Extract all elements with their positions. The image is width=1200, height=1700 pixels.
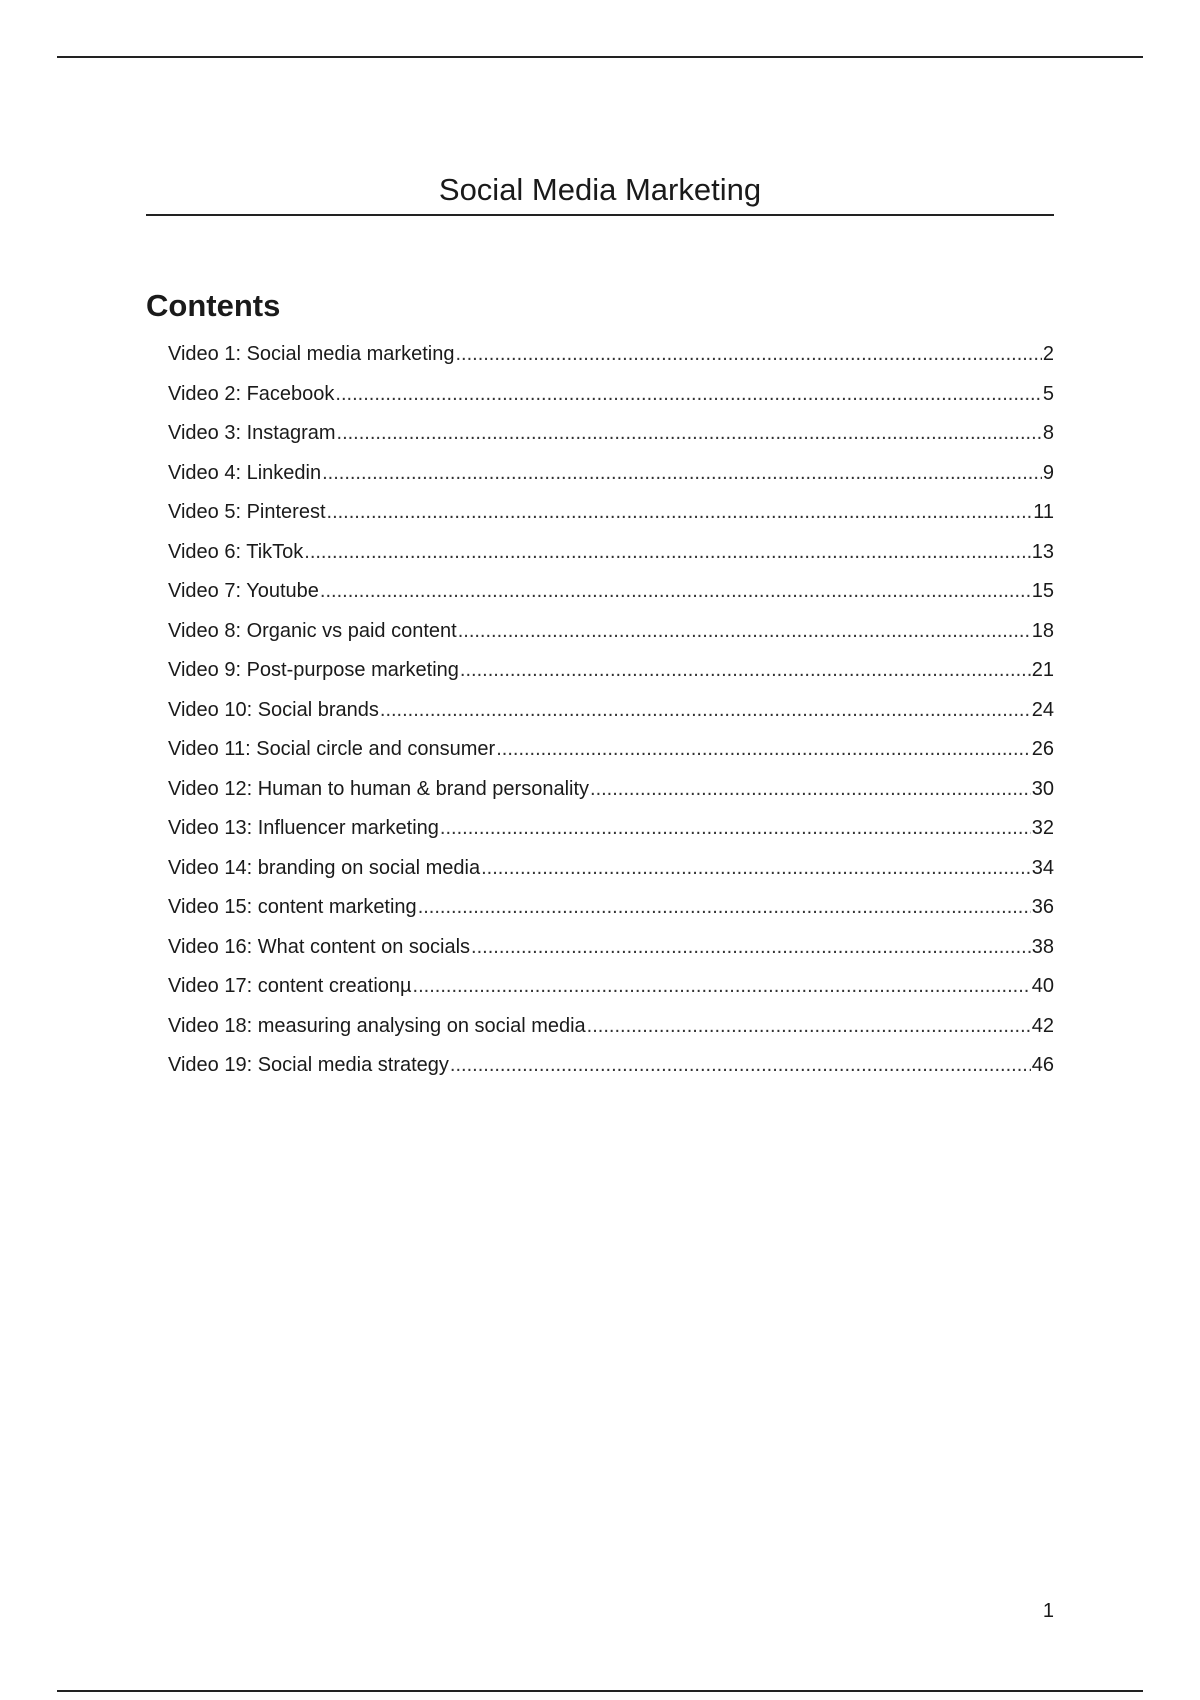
toc-dot-leader [458,612,1031,652]
toc-entry-label: Video 15: content marketing [168,896,417,918]
toc-entry-page: 36 [1031,896,1054,918]
toc-entry-page: 8 [1042,422,1054,444]
toc-entry-page: 32 [1031,817,1054,839]
toc-entry-label: Video 17: content creationµ [168,975,412,997]
toc-dot-leader [496,730,1031,770]
toc-entry-video-14[interactable] [168,849,1054,889]
toc-entry-page: 13 [1031,540,1054,563]
toc-dot-leader [590,770,1031,810]
toc-entry-video-11[interactable] [168,730,1054,770]
toc-entry-video-9[interactable] [168,651,1054,691]
toc-entry-label: Video 1: Social media marketing [168,343,455,365]
toc-dot-leader [455,335,1041,375]
toc-dot-leader [322,454,1042,494]
toc-entry-label: Video 16: What content on socials [168,935,471,958]
toc-entry-label: Video 10: Social brands [168,698,379,721]
toc-entry-page: 38 [1031,935,1054,958]
toc-entry-label: Video 6: TikTok [168,540,304,563]
table-of-contents [168,335,1054,1086]
toc-entry-label: Video 3: Instagram [168,422,336,444]
toc-entry-label: Video 9: Post-purpose marketing [168,659,459,681]
toc-entry-video-17[interactable] [168,967,1054,1007]
toc-entry-label: Video 19: Social media strategy [168,1054,449,1076]
toc-entry-video-4[interactable] [168,454,1054,494]
toc-entry-label: Video 2: Facebook [168,382,335,405]
page-top-rule [57,56,1143,58]
toc-entry-page: 46 [1031,1054,1054,1076]
toc-entry-page: 21 [1031,659,1054,681]
contents-heading: Contents [146,288,281,323]
toc-dot-leader [460,651,1031,691]
toc-entry-page: 42 [1031,1014,1054,1037]
toc-entry-video-15[interactable] [168,888,1054,928]
toc-entry-page: 11 [1033,501,1054,523]
toc-entry-label: Video 18: measuring analysing on social media [168,1014,586,1037]
toc-entry-label: Video 11: Social circle and consumer [168,738,496,760]
toc-entry-video-19[interactable] [168,1046,1054,1086]
toc-entry-page: 2 [1042,343,1054,365]
toc-dot-leader [587,1007,1031,1047]
toc-entry-page: 34 [1031,856,1054,879]
toc-dot-leader [337,414,1042,454]
toc-entry-video-6[interactable] [168,533,1054,573]
toc-entry-video-7[interactable] [168,572,1054,612]
toc-entry-page: 15 [1031,580,1054,602]
toc-entry-page: 40 [1031,975,1054,997]
toc-entry-video-8[interactable] [168,612,1054,652]
toc-entry-video-16[interactable] [168,928,1054,968]
toc-dot-leader [335,375,1041,415]
toc-dot-leader [481,849,1031,889]
toc-entry-video-12[interactable] [168,770,1054,810]
toc-entry-video-5[interactable] [168,493,1054,533]
toc-dot-leader [320,572,1031,612]
toc-entry-label: Video 12: Human to human & brand personality [168,777,590,800]
toc-entry-page: 9 [1042,461,1054,484]
toc-entry-video-2[interactable] [168,375,1054,415]
toc-entry-video-10[interactable] [168,691,1054,731]
document-title: Social Media Marketing [438,172,762,207]
toc-dot-leader [471,928,1031,968]
toc-entry-label: Video 5: Pinterest [168,501,326,523]
toc-dot-leader [327,493,1033,533]
toc-entry-label: Video 8: Organic vs paid content [168,619,457,642]
toc-entry-page: 5 [1042,382,1054,405]
toc-dot-leader [380,691,1031,731]
toc-dot-leader [413,967,1031,1007]
toc-dot-leader [450,1046,1031,1086]
toc-entry-page: 24 [1031,698,1054,721]
page-number: 1 [1042,1600,1054,1622]
toc-entry-page: 30 [1031,777,1054,800]
toc-dot-leader [304,533,1030,573]
toc-entry-page: 26 [1031,738,1054,760]
toc-dot-leader [440,809,1031,849]
toc-entry-label: Video 7: Youtube [168,580,319,602]
toc-entry-label: Video 13: Influencer marketing [168,817,439,839]
toc-entry-video-18[interactable] [168,1007,1054,1047]
toc-entry-video-1[interactable] [168,335,1054,375]
toc-entry-video-13[interactable] [168,809,1054,849]
toc-entry-page: 18 [1031,619,1054,642]
toc-entry-label: Video 4: Linkedin [168,461,322,484]
page-bottom-rule [57,1690,1143,1692]
toc-entry-video-3[interactable] [168,414,1054,454]
toc-dot-leader [418,888,1031,928]
title-underline [146,214,1054,216]
toc-entry-label: Video 14: branding on social media [168,856,481,879]
